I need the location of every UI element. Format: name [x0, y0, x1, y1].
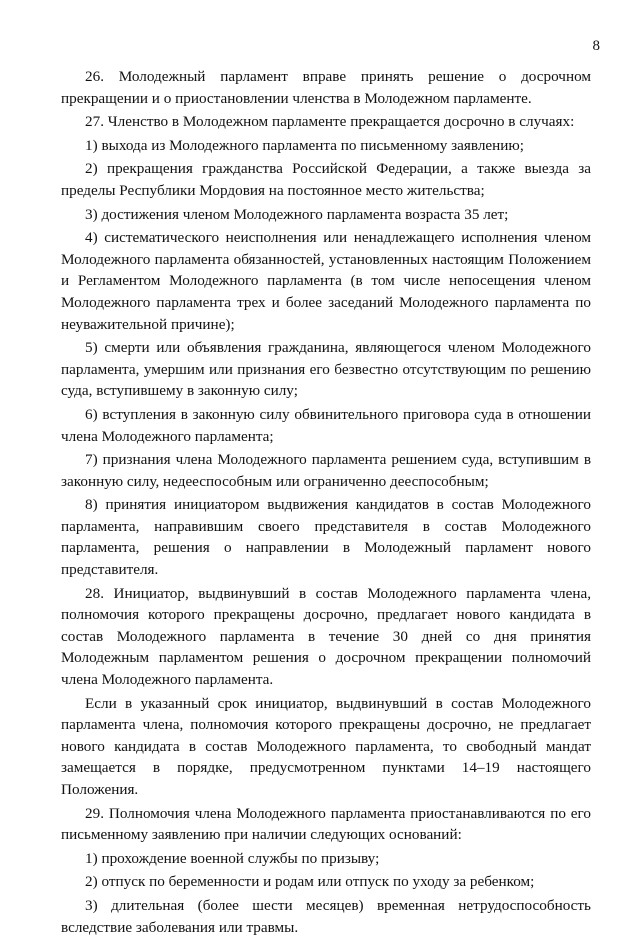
paragraph-26: 26. Молодежный парламент вправе принять решение о досрочном прекращении и о приостановлении членства в Молодежном парламенте.	[61, 68, 591, 107]
paragraph-28: 28. Инициатор, выдвинувший в состав Молодежного парламента члена, полномочия которого прекращены досрочно, предлагает нового кандидата в состав Молодежного парламента в течение 30 дней со дня принятия Молодежным парламентом решения о досрочном прекращении полномочий члена Молодежного парламента.	[61, 584, 591, 689]
list-item-27-8: 8) принятия инициатором выдвижения кандидатов в состав Молодежного парламента, направившим своего представителя в состав Молодежного парламента, решения о направлении в Молодежный парламент нового представителя.	[61, 496, 591, 579]
list-item-27-7: 7) признания члена Молодежного парламента решением суда, вступившим в законную силу, недееспособным или ограниченно дееспособным;	[61, 451, 591, 490]
list-item-27-2: 2) прекращения гражданства Российской Федерации, а также выезда за пределы Республики Мордовия на постоянное место жительства;	[61, 160, 591, 199]
document-body	[61, 66, 591, 940]
page-number: 8	[592, 38, 600, 54]
list-item-29-3: 3) длительная (более шести месяцев) временная нетрудоспособность вследствие заболевания или травмы.	[61, 896, 591, 936]
paragraph-29: 29. Полномочия члена Молодежного парламента приостанавливаются по его письменному заявлению при наличии следующих оснований:	[61, 804, 591, 844]
paragraph-27: 27. Членство в Молодежном парламенте прекращается досрочно в случаях:	[85, 113, 575, 131]
paragraph-28-continued: Если в указанный срок инициатор, выдвинувший в состав Молодежного парламента члена, полномочия которого прекращены досрочно, не предлагает нового кандидата в состав Молодежного парламента, то свободный мандат замещается в порядке, предусмотренном пунктами 14–19 настоящего Положения.	[61, 694, 591, 798]
list-item-27-6: 6) вступления в законную силу обвинительного приговора суда в отношении члена Молодежного парламента;	[61, 405, 591, 445]
list-item-27-3: 3) достижения членом Молодежного парламента возраста 35 лет;	[85, 205, 509, 223]
list-item-29-2: 2) отпуск по беременности и родам или отпуск по уходу за ребенком;	[85, 873, 535, 891]
list-item-27-5: 5) смерти или объявления гражданина, являющегося членом Молодежного парламента, умершим или признания его безвестно отсутствующим по решению суда, вступившему в законную силу;	[61, 339, 591, 400]
list-item-27-4: 4) систематического неисполнения или ненадлежащего исполнения членом Молодежного парламента обязанностей, установленных настоящим Положением и Регламентом Молодежного парламента (в том числе непосещения членом Молодежного парламента трех и более заседаний Молодежного парламента по неуважительной причине);	[61, 229, 591, 333]
list-item-29-1: 1) прохождение военной службы по призыву;	[85, 849, 380, 867]
list-item-27-1: 1) выхода из Молодежного парламента по письменному заявлению;	[85, 136, 524, 154]
